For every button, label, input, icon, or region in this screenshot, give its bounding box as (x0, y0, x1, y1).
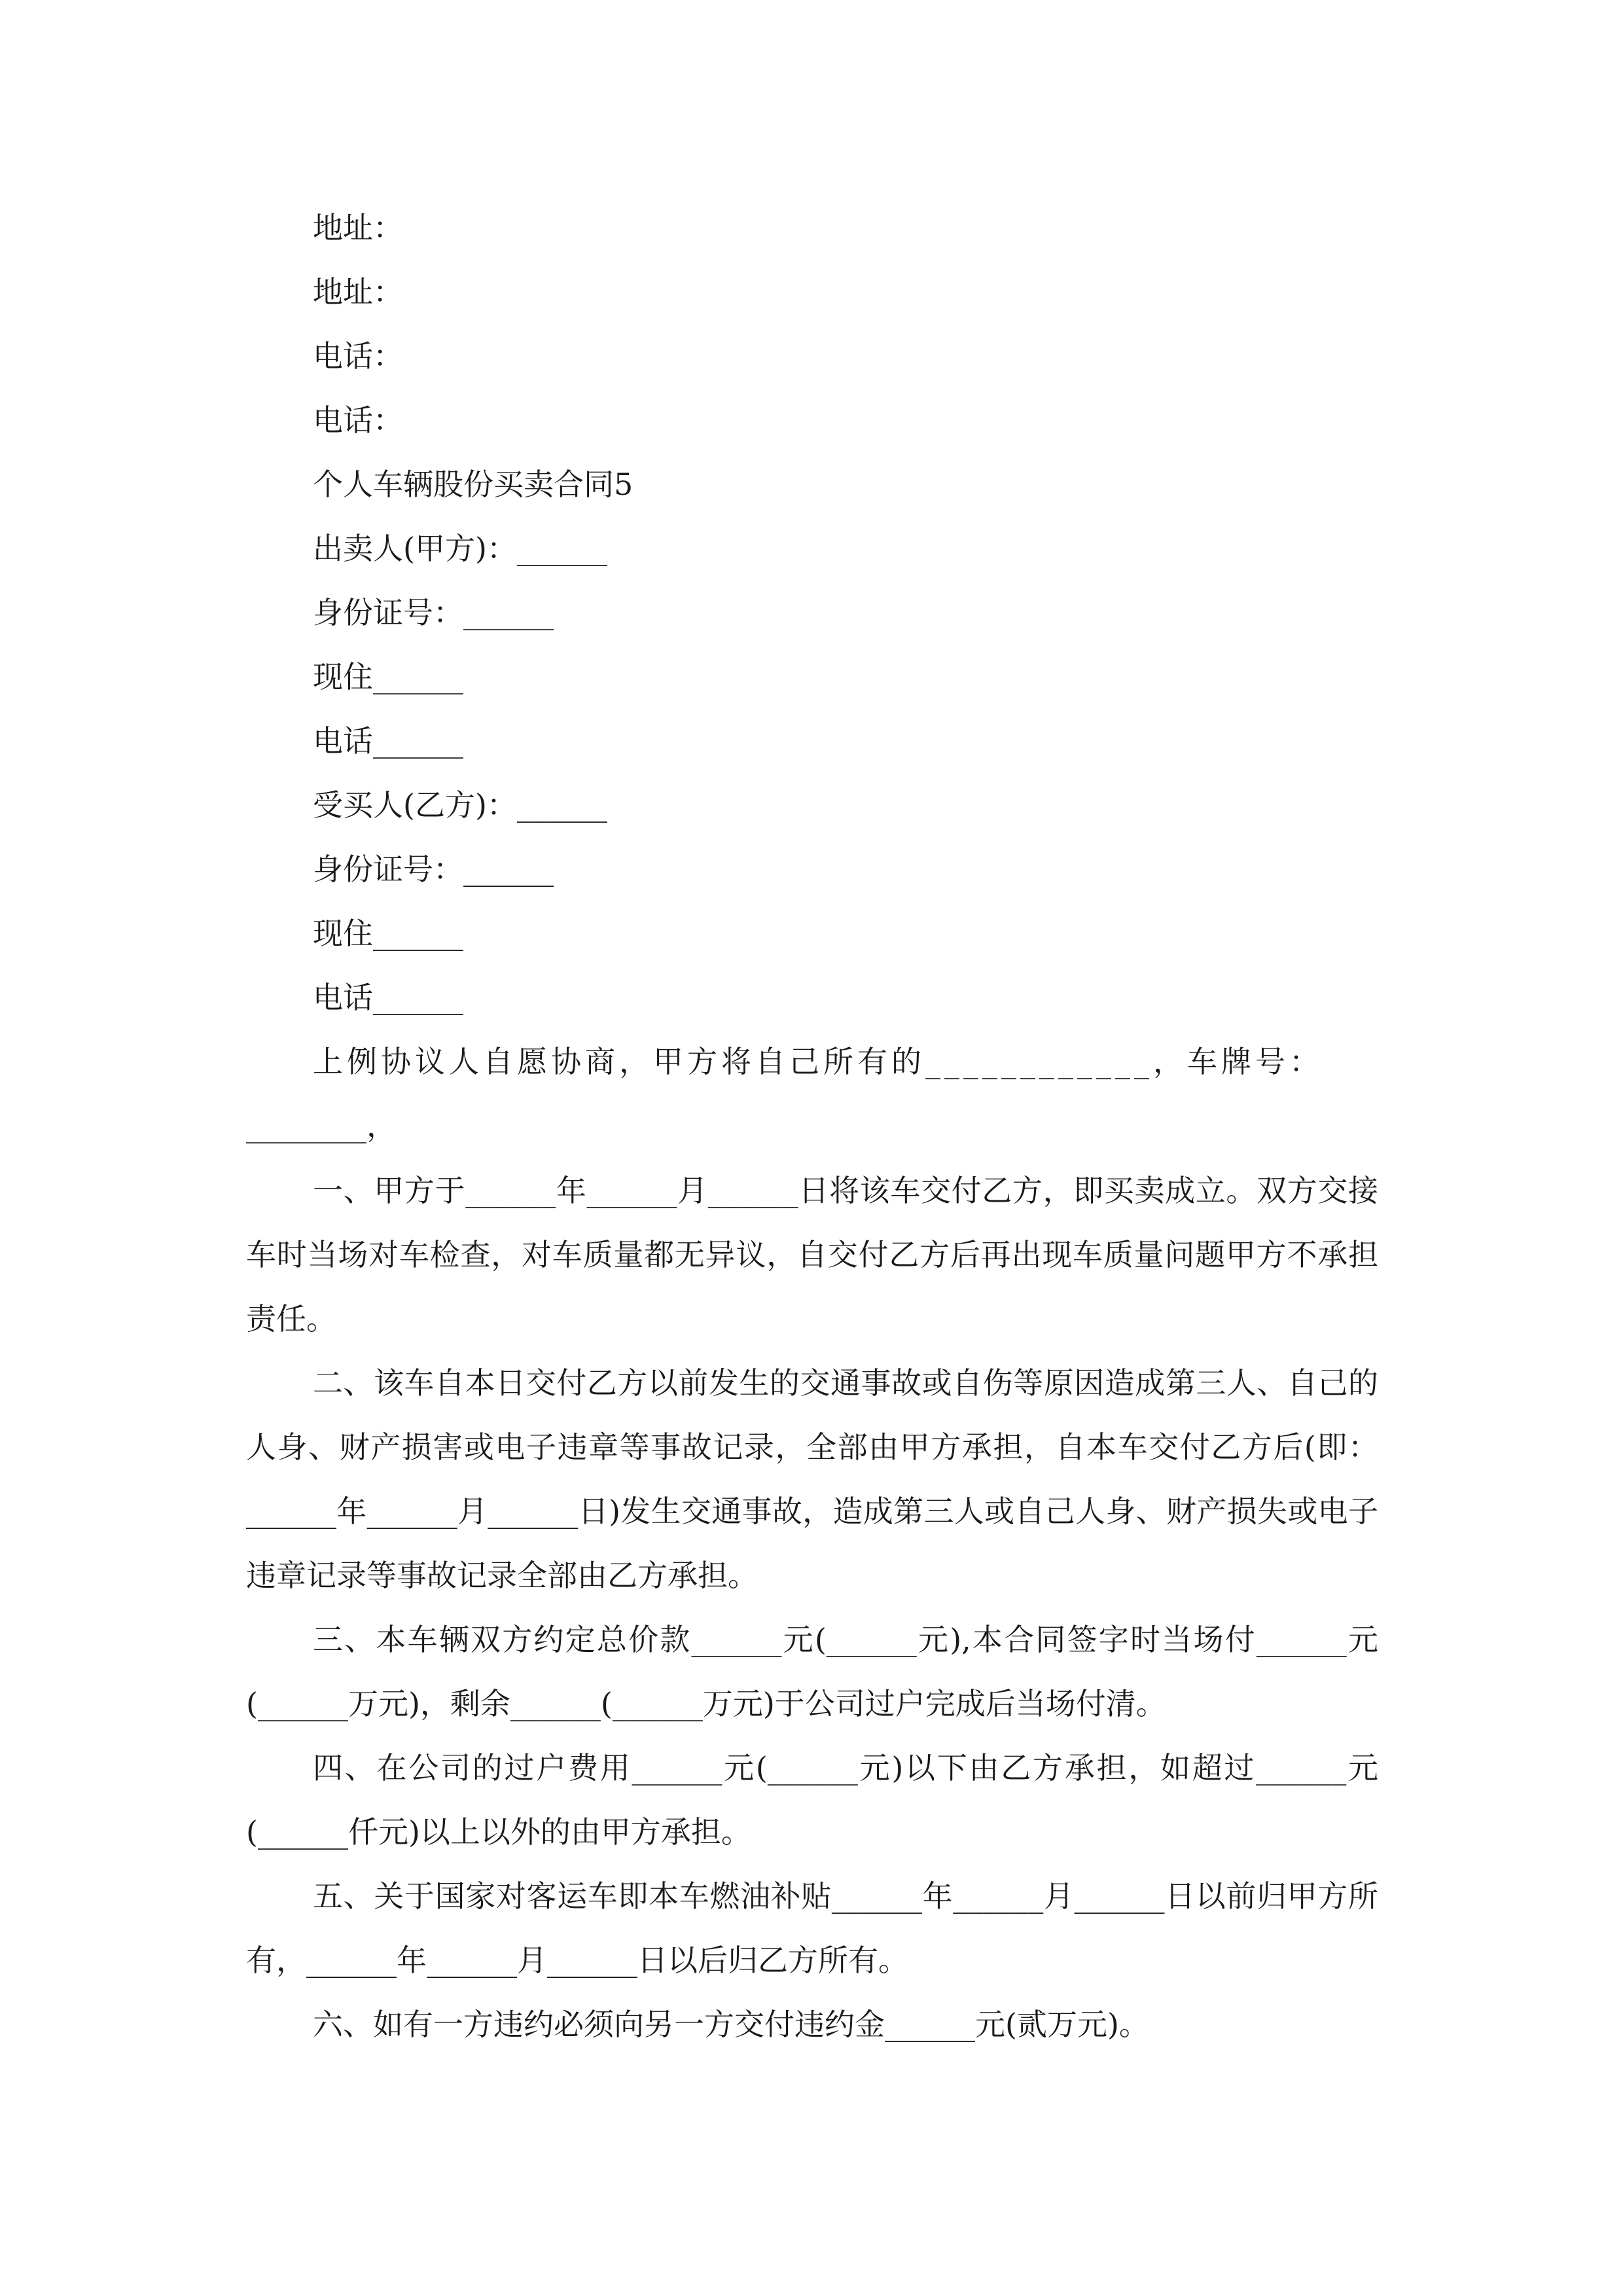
buyer-name-line: 受买人(乙方)：______ (313, 787, 607, 823)
seller-residence-line: 现住______ (313, 659, 463, 694)
address-line-1: 地址： (313, 210, 403, 245)
seller-name-line: 出卖人(甲方)：______ (313, 531, 607, 566)
clause-3: 三、本车辆双方约定总价款______元(______元),本合同签字时当场付______元(______万元)，剩余______(______万元)于公司过户完成后当场付清。 (246, 1622, 1378, 1721)
seller-phone-line: 电话______ (313, 723, 463, 759)
contract-title: 个人车辆股份买卖合同5 (313, 467, 633, 502)
address-line-2: 地址： (313, 274, 403, 310)
seller-id-line: 身份证号：______ (313, 595, 554, 630)
buyer-phone-line: 电话______ (313, 980, 463, 1015)
clause-6: 六、如有一方违约必须向另一方交付违约金______元(贰万元)。 (313, 2007, 1149, 2042)
clause-1: 一、甲方于______年______月______日将该车交付乙方，即买卖成立。双方交接车时当场对车检查，对车质量都无异议，自交付乙方后再出现车质量问题甲方不承担责任。 (246, 1173, 1378, 1336)
phone-line-1: 电话： (313, 338, 403, 374)
intro-line-2: ________， (246, 1108, 397, 1143)
intro-line-1: 上例协议人自愿协商，甲方将自己所有的____________，车牌号： (313, 1044, 1323, 1079)
buyer-residence-line: 现住______ (313, 916, 463, 951)
clause-4: 四、在公司的过户费用______元(______元)以下由乙方承担，如超过______元(______仟元)以上以外的由甲方承担。 (246, 1750, 1378, 1850)
clause-5: 五、关于国家对客运车即本车燃油补贴______年______月______日以前归甲方所有，______年______月______日以后归乙方所有。 (246, 1878, 1378, 1978)
clause-2: 二、该车自本日交付乙方以前发生的交通事故或自伤等原因造成第三人、自己的人身、财产损害或电子违章等事故记录，全部由甲方承担，自本车交付乙方后(即：______年______月______日)发生交通事故，造成第三人或自己人身、财产损失或电子违章记录等事故记录全部由乙方承担。 (246, 1365, 1378, 1593)
buyer-id-line: 身份证号：______ (313, 852, 554, 887)
phone-line-2: 电话： (313, 403, 403, 438)
